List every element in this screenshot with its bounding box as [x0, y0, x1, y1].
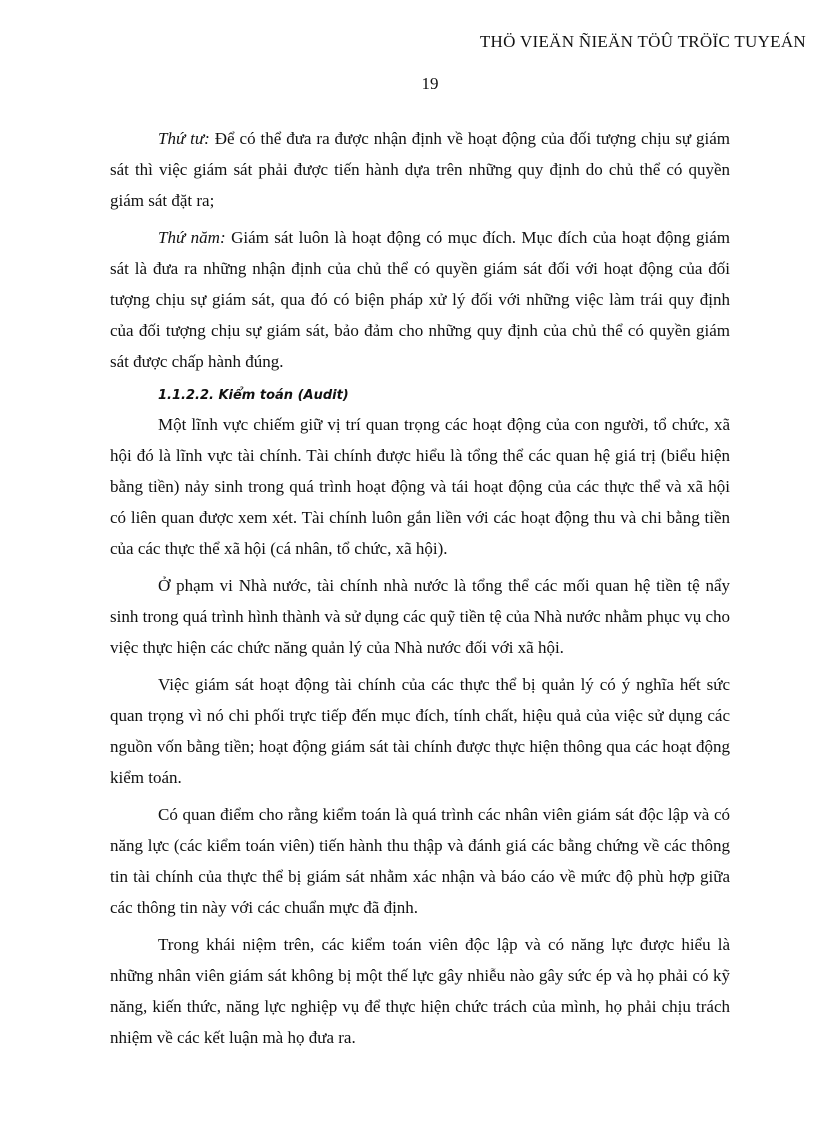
paragraph-thu-tu [110, 123, 730, 216]
paragraph: Ở phạm vi Nhà nước, tài chính nhà nước là tổng thể các mối quan hệ tiền tệ nẩy sinh trong quá trình hình thành và sử dụng các quỹ tiền tệ của Nhà nước nhằm phục vụ cho việc thực hiện các chức năng quản lý của Nhà nước đối với xã hội. [110, 576, 730, 657]
section-heading: 1.1.2.2. Kiểm toán (Audit) [158, 388, 349, 403]
paragraph: Việc giám sát hoạt động tài chính của các thực thể bị quản lý có ý nghĩa hết sức quan trọng vì nó chi phối trực tiếp đến mục đích, tính chất, hiệu quả của việc sử dụng các nguồn vốn bằng tiền; hoạt động giám sát tài chính được thực hiện thông qua các hoạt động kiểm toán. [110, 675, 730, 787]
paragraph: Có quan điểm cho rằng kiểm toán là quá trình các nhân viên giám sát độc lập và có năng lực (các kiểm toán viên) tiến hành thu thập và đánh giá các bằng chứng về các thông tin tài chính của thực thể bị giám sát nhằm xác nhận và báo cáo về mức độ phù hợp giữa các thông tin này với các chuẩn mực đã định. [110, 805, 730, 917]
document-body [110, 123, 730, 1059]
paragraph: Một lĩnh vực chiếm giữ vị trí quan trọng các hoạt động của con người, tổ chức, xã hội đó là lĩnh vực tài chính. Tài chính được hiểu là tổng thể các quan hệ giá trị (biểu hiện bằng tiền) nảy sinh trong quá trình hoạt động và tái hoạt động của các thực thể và xã hội có liên quan được xem xét. Tài chính luôn gắn liền với các hoạt động thu và chi bằng tiền của các thực thể xã hội (cá nhân, tổ chức, xã hội). [110, 415, 730, 558]
paragraph-thu-nam [110, 222, 730, 377]
paragraph: Trong khái niệm trên, các kiểm toán viên độc lập và có năng lực được hiểu là những nhân viên giám sát không bị một thế lực gây nhiễu nào gây sức ép và họ phải có kỹ năng, kiến thức, năng lực nghiệp vụ để thực hiện chức trách của mình, họ phải chịu trách nhiệm về các kết luận mà họ đưa ra. [110, 935, 730, 1047]
paragraph-lead: Thứ tư: [158, 129, 210, 148]
page-number: 19 [421, 74, 439, 93]
running-header: THÖ VIEÄN ÑIEÄN TÖÛ TRÖÏC TUYEÁN [479, 32, 806, 51]
paragraph-lead: Thứ năm: [158, 228, 226, 247]
paragraph-text: Giám sát luôn là hoạt động có mục đích. Mục đích của hoạt động giám sát là đưa ra những nhận định của chủ thể có quyền giám sát đối với hoạt động của đối tượng chịu sự giám sát, qua đó có biện pháp xử lý đối với những việc làm trái quy định của đối tượng chịu sự giám sát, bảo đảm cho những quy định của chủ thể có quyền giám sát được chấp hành đúng. [110, 228, 730, 371]
paragraph-text: Để có thể đưa ra được nhận định về hoạt động của đối tượng chịu sự giám sát thì việc giám sát phải được tiến hành dựa trên những quy định do chủ thể có quyền giám sát đặt ra; [110, 129, 731, 210]
